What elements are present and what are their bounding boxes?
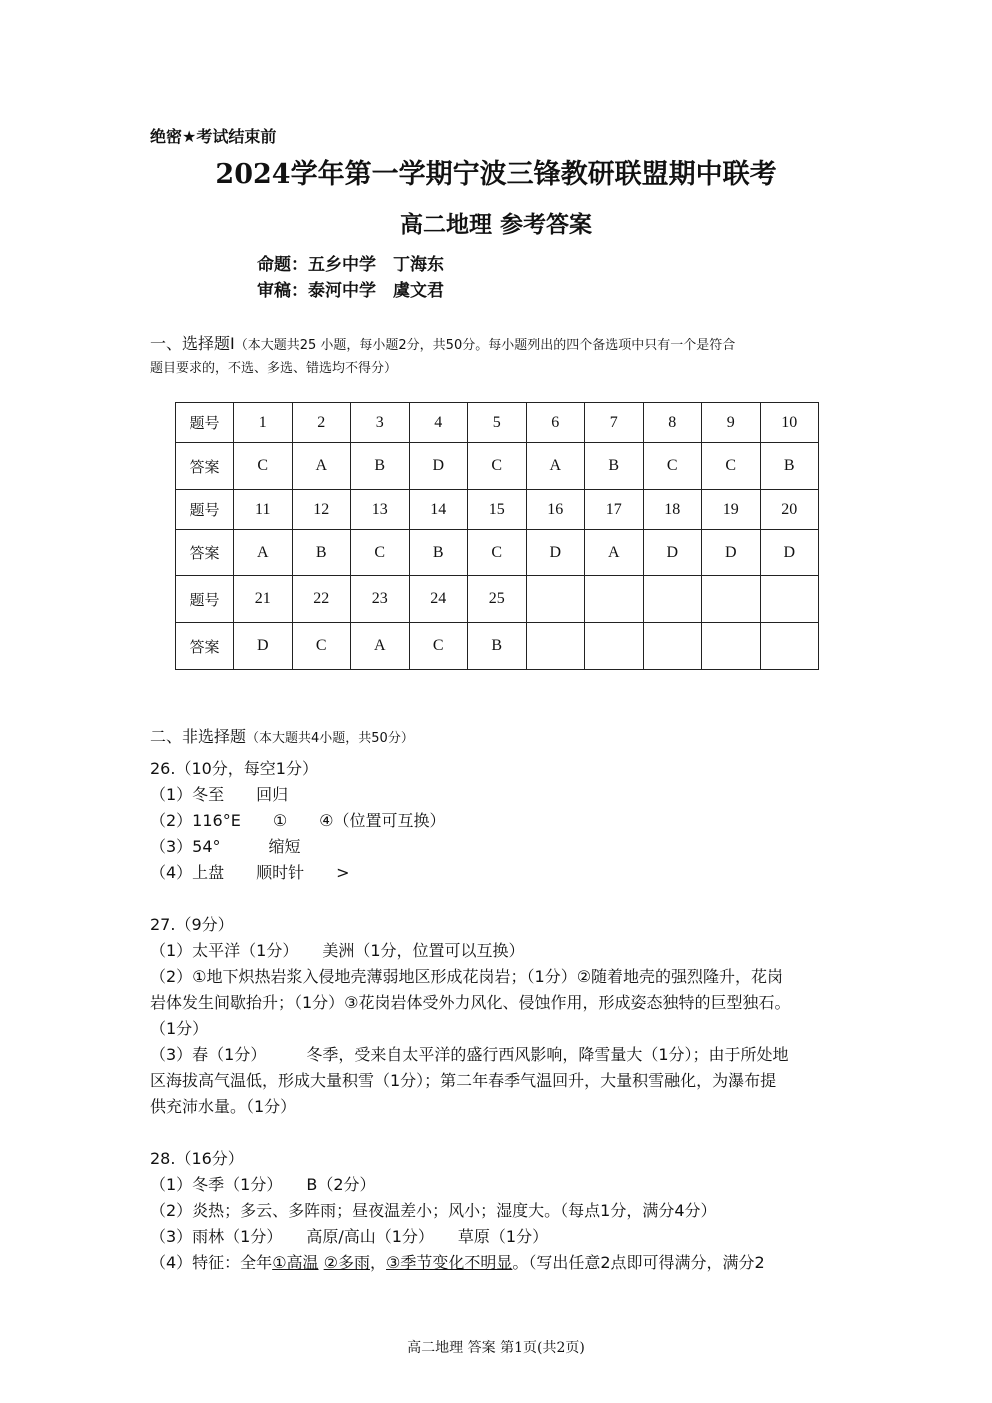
answer-cell <box>526 623 585 670</box>
answer-cell: D <box>643 530 702 576</box>
question-number-cell: 7 <box>585 403 644 443</box>
q28-underline-3: ③季节变化不明显 <box>386 1253 513 1272</box>
question-number-cell: 18 <box>643 490 702 530</box>
question-number-cell: 15 <box>468 490 527 530</box>
q28-answer-1: （1）冬季（1分） B（2分） <box>150 1175 376 1194</box>
question-number-cell: 12 <box>292 490 351 530</box>
question-number-row <box>176 403 819 443</box>
q28-underline-1: ①高温 <box>272 1253 319 1272</box>
answer-table <box>175 402 819 670</box>
q26-answer-1: （1）冬至 回归 <box>150 785 289 804</box>
answer-cell: C <box>234 443 293 490</box>
answer-header: 答案 <box>176 443 234 490</box>
q28-answer-4-prefix: （4）特征：全年 <box>150 1253 273 1272</box>
question-number-cell <box>585 576 644 623</box>
question-number-cell: 19 <box>702 490 761 530</box>
answer-row <box>176 530 819 576</box>
question-number-header: 题号 <box>176 576 234 623</box>
question-number-cell: 3 <box>351 403 410 443</box>
answer-cell: D <box>526 530 585 576</box>
question-number-header: 题号 <box>176 490 234 530</box>
question-number-cell: 14 <box>409 490 468 530</box>
answer-cell: C <box>468 443 527 490</box>
answer-header: 答案 <box>176 530 234 576</box>
answer-cell: A <box>292 443 351 490</box>
q26-answer-4: （4）上盘 顺时针 > <box>150 863 350 882</box>
question-number-cell: 21 <box>234 576 293 623</box>
question-number-cell: 25 <box>468 576 527 623</box>
question-number-cell: 16 <box>526 490 585 530</box>
question-number-cell <box>702 576 761 623</box>
question-number-cell: 23 <box>351 576 410 623</box>
section2-heading-line <box>150 724 414 747</box>
q28-answer-4 <box>150 1250 765 1273</box>
q27-answer-3-cont: 区海拔高气温低，形成大量积雪（1分）；第二年春季气温回升，大量积雪融化，为瀑布提 <box>150 1071 777 1090</box>
answer-cell <box>760 623 819 670</box>
q28-separator: ， <box>370 1253 387 1272</box>
answer-row <box>176 443 819 490</box>
question-number-row <box>176 576 819 623</box>
question-number-cell: 4 <box>409 403 468 443</box>
question-number-cell: 11 <box>234 490 293 530</box>
q27-answer-3: （3）春（1分） 冬季，受来自太平洋的盛行西风影响，降雪量大（1分）；由于所处地 <box>150 1045 789 1064</box>
document-subtitle: 高二地理 参考答案 <box>399 211 592 238</box>
question-number-cell: 20 <box>760 490 819 530</box>
answer-cell <box>702 623 761 670</box>
question-number-cell <box>526 576 585 623</box>
q27-title: 27.（9分） <box>150 915 234 934</box>
answer-cell: D <box>234 623 293 670</box>
q27-answer-2: （2）①地下炽热岩浆入侵地壳薄弱地区形成花岗岩；（1分）②随着地壳的强烈隆升，花岗 <box>150 967 784 986</box>
q26-answer-3: （3）54° 缩短 <box>150 837 301 856</box>
answer-header: 答案 <box>176 623 234 670</box>
section2-note: （本大题共4小题，共50分） <box>246 731 414 746</box>
section1-heading: 一、选择题Ⅰ <box>150 334 235 353</box>
question-number-header: 题号 <box>176 403 234 443</box>
q27-answer-2-score: （1分） <box>150 1019 209 1038</box>
secret-label: 绝密★考试结束前 <box>150 127 277 146</box>
q27-answer-1: （1）太平洋（1分） 美洲（1分，位置可以互换） <box>150 941 525 960</box>
answer-cell: A <box>234 530 293 576</box>
question-number-cell: 22 <box>292 576 351 623</box>
reviewer-info: 审稿：泰河中学 虞文君 <box>257 281 444 301</box>
answer-cell: C <box>468 530 527 576</box>
question-number-row <box>176 490 819 530</box>
q28-answer-3: （3）雨林（1分） 高原/高山（1分） 草原（1分） <box>150 1227 549 1246</box>
section1-heading-line <box>150 331 735 354</box>
answer-cell: D <box>409 443 468 490</box>
question-number-cell <box>643 576 702 623</box>
q28-answer-4-suffix: 。（写出任意2点即可得满分，满分2 <box>512 1253 765 1272</box>
q28-title: 28.（16分） <box>150 1149 244 1168</box>
answer-cell: C <box>409 623 468 670</box>
question-number-cell: 24 <box>409 576 468 623</box>
section2-heading: 二、非选择题 <box>150 727 247 746</box>
answer-cell: C <box>643 443 702 490</box>
document-title: 2024学年第一学期宁波三锋教研联盟期中联考 <box>215 159 777 190</box>
answer-cell: A <box>351 623 410 670</box>
answer-cell <box>585 623 644 670</box>
q28-underline-2: ②多雨 <box>323 1253 370 1272</box>
question-number-cell: 17 <box>585 490 644 530</box>
question-number-cell: 8 <box>643 403 702 443</box>
q27-answer-3-end: 供充沛水量。（1分） <box>150 1097 297 1116</box>
answer-cell: B <box>292 530 351 576</box>
q27-answer-2-cont: 岩体发生间歇抬升；（1分）③花岗岩体受外力风化、侵蚀作用，形成姿态独特的巨型独石。 <box>150 993 791 1012</box>
answer-cell: B <box>760 443 819 490</box>
answer-cell: B <box>351 443 410 490</box>
answer-cell: B <box>468 623 527 670</box>
answer-cell: C <box>351 530 410 576</box>
section1-note-cont: 题目要求的，不选、多选、错选均不得分） <box>150 361 398 376</box>
setter-info: 命题：五乡中学 丁海东 <box>257 255 444 275</box>
question-number-cell: 10 <box>760 403 819 443</box>
question-number-cell: 5 <box>468 403 527 443</box>
q26-title: 26.（10分，每空1分） <box>150 759 318 778</box>
q28-answer-2: （2）炎热；多云、多阵雨；昼夜温差小；风小；湿度大。（每点1分，满分4分） <box>150 1201 717 1220</box>
answer-cell: C <box>702 443 761 490</box>
page-footer: 高二地理 答案 第1页(共2页) <box>407 1340 585 1356</box>
question-number-cell: 2 <box>292 403 351 443</box>
answer-cell: B <box>409 530 468 576</box>
question-number-cell: 6 <box>526 403 585 443</box>
question-number-cell: 9 <box>702 403 761 443</box>
answer-cell: A <box>526 443 585 490</box>
answer-cell: D <box>702 530 761 576</box>
section1-note: （本大题共25 小题，每小题2分，共50分。每小题列出的四个备选项中只有一个是符合 <box>234 338 736 353</box>
q26-answer-2: （2）116°E ① ④（位置可互换） <box>150 811 446 830</box>
answer-cell: B <box>585 443 644 490</box>
answer-cell: A <box>585 530 644 576</box>
question-number-cell <box>760 576 819 623</box>
answer-cell <box>643 623 702 670</box>
question-number-cell: 1 <box>234 403 293 443</box>
answer-cell: D <box>760 530 819 576</box>
answer-cell: C <box>292 623 351 670</box>
question-number-cell: 13 <box>351 490 410 530</box>
answer-row <box>176 623 819 670</box>
